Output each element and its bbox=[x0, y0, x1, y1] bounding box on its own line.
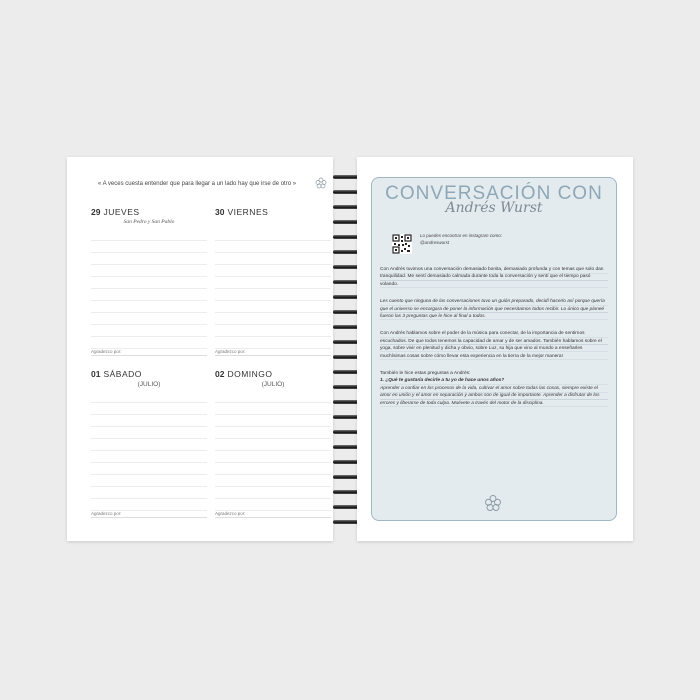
spiral-ring bbox=[333, 295, 359, 299]
spiral-ring bbox=[333, 250, 359, 254]
spiral-ring bbox=[333, 430, 359, 434]
spiral-ring bbox=[333, 175, 359, 179]
gratitude-label: Agradezco por: bbox=[91, 511, 207, 518]
spiral-binding bbox=[333, 175, 359, 535]
gratitude-label: Agradezco por: bbox=[215, 511, 331, 518]
interview-body bbox=[380, 266, 608, 417]
gratitude-label: Agradezco por: bbox=[215, 349, 331, 356]
day-heading bbox=[215, 207, 331, 217]
spiral-ring bbox=[333, 490, 359, 494]
day-name: DOMINGO bbox=[227, 369, 273, 379]
day-month: (JULIO) bbox=[261, 381, 285, 388]
instagram-handle: @andreswurst bbox=[420, 240, 450, 245]
spiral-ring bbox=[333, 265, 359, 269]
spiral-ring bbox=[333, 235, 359, 239]
left-planner-page bbox=[67, 157, 333, 541]
flower-icon bbox=[484, 494, 502, 512]
day-number: 01 bbox=[91, 369, 101, 379]
paragraph: Con Andrés tuvimos una conversación demasiado bonita, demasiado profunda y con temas que solo dan tranquilidad. Me sentí demasiado calmada durante toda la conversación y sentí que el tiempo pasó volando. bbox=[380, 266, 608, 288]
spiral-ring bbox=[333, 325, 359, 329]
day-block-30 bbox=[215, 207, 331, 354]
day-number: 30 bbox=[215, 207, 225, 217]
spiral-ring bbox=[333, 370, 359, 374]
guest-name: Andrés Wurst bbox=[445, 200, 543, 216]
spiral-ring bbox=[333, 460, 359, 464]
spiral-ring bbox=[333, 385, 359, 389]
writing-lines bbox=[215, 391, 331, 511]
spiral-ring bbox=[333, 220, 359, 224]
spiral-ring bbox=[333, 445, 359, 449]
instagram-info bbox=[420, 232, 502, 246]
paragraph: Les cuento que ninguna de las conversaciones tuvo un guión preparado, decidí hacerlo así porque quería que el universo se encargara de poner la información que necesitamos todos recibir. Lo único que planeé fueron las 3 preguntas que le hice al final a todos. bbox=[380, 298, 608, 320]
page-quote: « A veces cuesta entender que para llegar a un lado hay que irse de otro » bbox=[97, 181, 297, 187]
day-number: 29 bbox=[91, 207, 101, 217]
day-heading bbox=[91, 369, 207, 379]
day-month: (JULIO) bbox=[137, 381, 161, 388]
spiral-ring bbox=[333, 475, 359, 479]
paragraph: Con Andrés hablamos sobre el poder de la música para conectar, de la importancia de sentirnos escuchados. De que todos tenemos la capacidad de amar y de ser amados. También hablamos sobre el yoga, sobre vivir en plenitud y dicha y obvio, sobre Luz, su hija que vino al mundo a enseñarles muchísimas cosas sobre cómo llevar esta experiencia en la tierra de la mejor manera! bbox=[380, 330, 608, 360]
right-interview-page bbox=[357, 157, 633, 541]
writing-lines bbox=[215, 229, 331, 349]
answer: Aprender a confiar en los procesos de la vida, cultivar el amor sobre todas las cosas, siempre existe el amor en unión y el amor en separación y ambos son de igual de importante. Aprender a disfrutar de los errores y liberarse de toda culpa. Muévete a través del motor de la disciplina. bbox=[380, 385, 608, 407]
day-holiday: San Pedro y San Pablo bbox=[123, 219, 175, 225]
instagram-text: Lo puedes encontrar en instagram como: bbox=[420, 233, 503, 238]
spiral-ring bbox=[333, 415, 359, 419]
questions-intro: También le hice estas preguntas a Andrés: bbox=[380, 370, 608, 377]
spiral-ring bbox=[333, 280, 359, 284]
spiral-ring bbox=[333, 505, 359, 509]
day-block-02 bbox=[215, 369, 331, 516]
spiral-ring bbox=[333, 400, 359, 404]
spiral-ring bbox=[333, 520, 359, 524]
spiral-ring bbox=[333, 340, 359, 344]
day-name: JUEVES bbox=[103, 207, 140, 217]
flower-icon bbox=[315, 177, 327, 189]
spiral-ring bbox=[333, 205, 359, 209]
question: 1. ¿Qué te gustaría decirle a tu yo de hace unos años? bbox=[380, 377, 608, 384]
spiral-ring bbox=[333, 310, 359, 314]
day-name: VIERNES bbox=[227, 207, 269, 217]
day-block-29 bbox=[91, 207, 207, 354]
day-block-01 bbox=[91, 369, 207, 516]
writing-lines bbox=[91, 229, 207, 349]
day-number: 02 bbox=[215, 369, 225, 379]
gratitude-label: Agradezco por: bbox=[91, 349, 207, 356]
qr-code-icon bbox=[392, 234, 412, 254]
spiral-ring bbox=[333, 355, 359, 359]
card-title: CONVERSACIÓN CON bbox=[385, 183, 603, 204]
day-name: SÁBADO bbox=[103, 369, 142, 379]
writing-lines bbox=[91, 391, 207, 511]
interview-card bbox=[371, 177, 617, 521]
day-heading bbox=[215, 369, 331, 379]
spiral-ring bbox=[333, 190, 359, 194]
day-heading bbox=[91, 207, 207, 217]
